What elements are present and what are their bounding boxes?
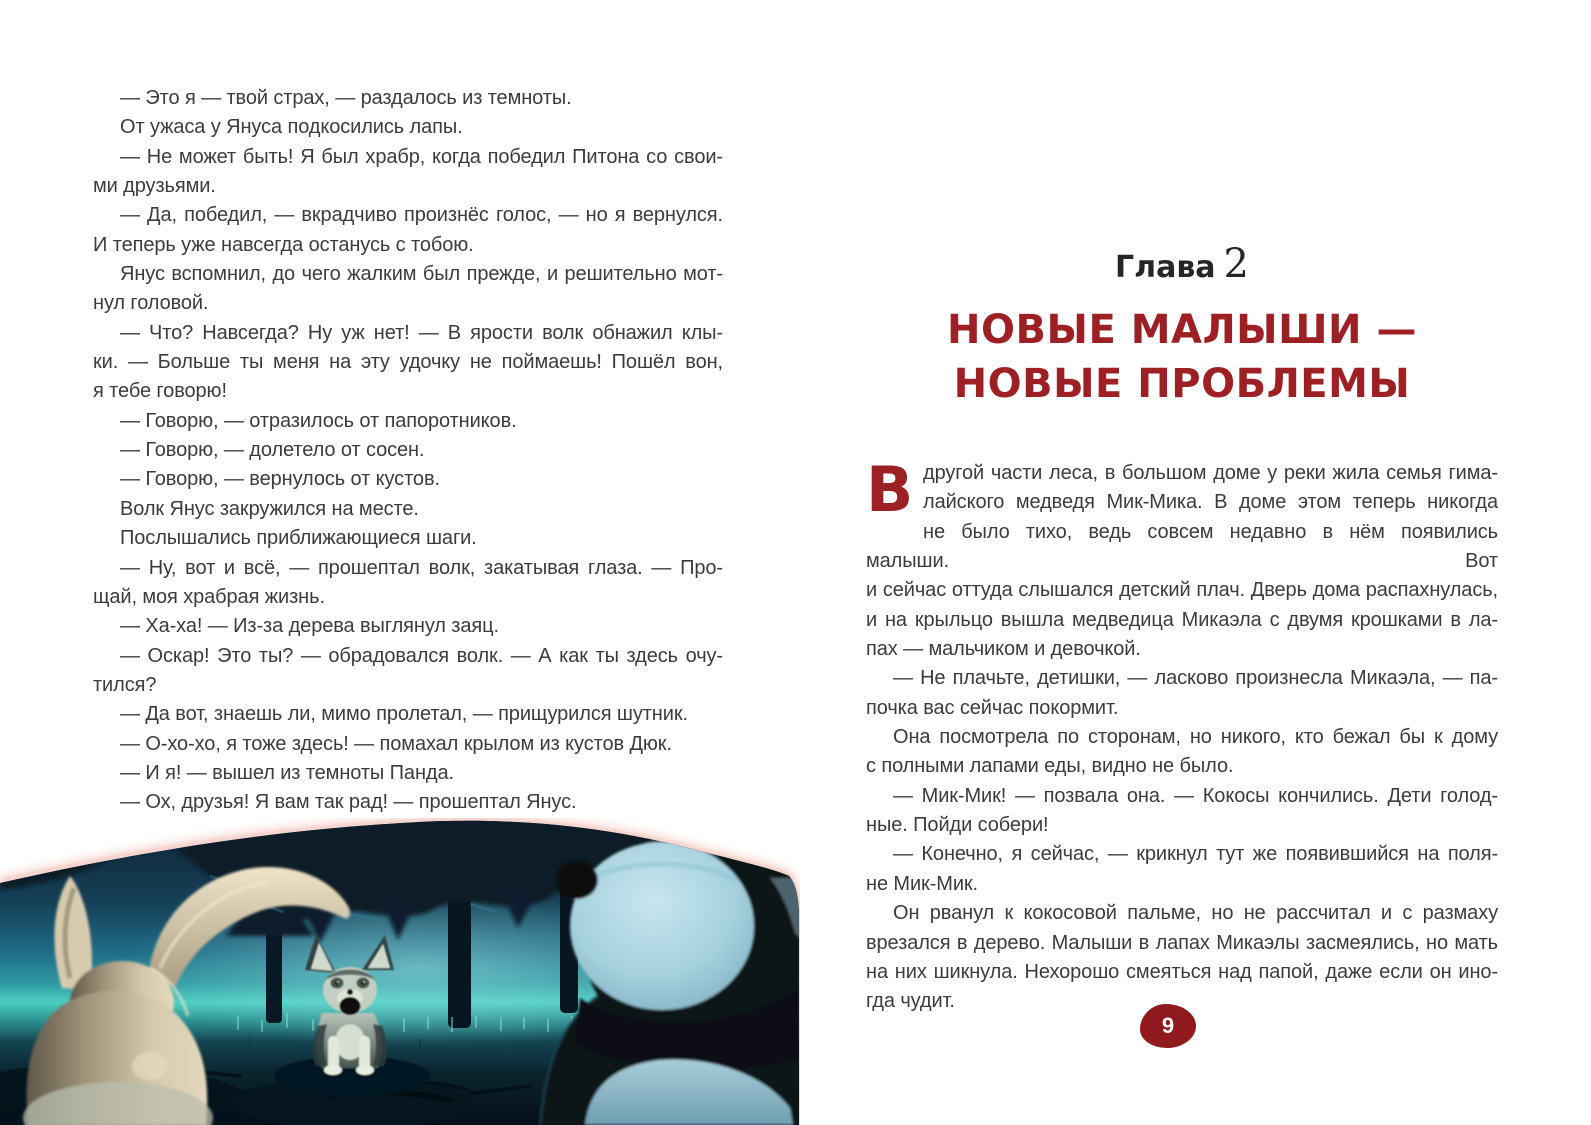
text-line: щай, моя храбрая жизнь. [93,585,325,608]
chapter-title-line-1: НОВЫЕ МАЛЫШИ — [947,307,1417,353]
paragraph [866,782,1498,841]
text-line: ки. — Больше ты меня на эту удочку не поймаешь! Пошёл вон, [93,351,723,374]
text-line: нул головой. [93,292,209,315]
text-line: Послышались приближающиеся шаги. [120,527,477,550]
paragraph [93,495,723,524]
paragraph [866,664,1498,723]
page-number-badge [1140,1004,1196,1048]
text-line: тился? [93,673,157,696]
paragraph [866,723,1498,782]
text-line: — И я! — вышел из темноты Панда. [120,761,454,784]
text-line: Янус вспомнил, до чего жалким был прежде, и решительно мот- [120,263,723,286]
text-line: и сейчас оттуда слышался детский плач. Дверь дома распахнулась, [866,579,1498,602]
paragraph [93,84,723,113]
page-number: 9 [1161,1013,1175,1038]
paragraph [93,730,723,759]
text-line: — Ну, вот и всё, — прошептал волк, закатывая глаза. — Про- [120,556,723,579]
paragraph [93,143,723,202]
paragraph [93,260,723,319]
illustration [0,818,800,1125]
paragraph [93,319,723,407]
text-line: Она посмотрела по сторонам, но никого, кто бежал бы к дому [893,726,1498,749]
text-line: — Конечно, я сейчас, — крикнул тут же появившийся на поля- [893,843,1498,866]
chapter-label: Глава [1114,250,1216,285]
text-line: — Говорю, — долетело от сосен. [120,439,425,462]
text-line: Он рванул к кокосовой пальме, но не рассчитал и с размаху [893,902,1498,925]
text-line: — Не может быть! Я был храбр, когда победил Питона со свои- [120,145,723,168]
left-page-text [93,84,723,818]
text-line: И теперь уже навсегда останусь с тобою. [93,233,474,256]
text-line: — Да вот, знаешь ли, мимо пролетал, — прищурился шутник. [120,703,688,726]
text-line: Волк Янус закружился на месте. [120,497,419,520]
text-line: на них шикнула. Нехорошо смеяться над папой, даже если он ино- [866,960,1498,983]
chapter-heading [866,241,1498,287]
paragraph [866,453,1498,664]
text-line: — Оскар! Это ты? — обрадовался волк. — А как ты здесь очу- [120,644,723,667]
paragraph [93,759,723,788]
paragraph [866,899,1498,1016]
paragraph [93,201,723,260]
text-line: я тебе говорю! [93,380,227,403]
text-line: другой части леса, в большом доме у реки жила семья гима- [923,462,1498,484]
paragraph [93,524,723,553]
text-line: От ужаса у Януса подкосились лапы. [120,116,463,139]
text-line: не было тихо, ведь совсем недавно в нём появились малыши. Вот [866,520,1498,573]
chapter-number: 2 [1223,241,1249,287]
text-line: — Мик-Мик! — позвала она. — Кокосы кончились. Дети голод- [893,784,1498,807]
paragraph [93,436,723,465]
text-line: ные. Пойди собери! [866,814,1049,837]
paragraph [93,612,723,641]
text-line: — Что? Навсегда? Ну уж нет! — В ярости волк обнажил клы- [120,321,723,344]
chapter-title-line-2: НОВЫЕ ПРОБЛЕМЫ [953,361,1411,407]
text-line: гда чудит. [866,990,955,1013]
chapter-title [866,303,1498,411]
paragraph [93,465,723,494]
text-line: — Да, победил, — вкрадчиво произнёс голос, — но я вернулся. [120,204,723,227]
paragraph [93,788,723,817]
paragraph [93,554,723,613]
drop-cap: В [866,453,914,526]
text-line: — О-хо-хо, я тоже здесь! — помахал крылом из кустов Дюк. [120,732,672,755]
paragraph [93,700,723,729]
text-line: — Ох, друзья! Я вам так рад! — прошептал Янус. [120,791,577,814]
right-page-text [866,453,1498,1017]
text-line: не Мик-Мик. [866,872,979,895]
text-line: и на крыльцо вышла медведица Микаэла с двумя крошками в ла- [866,608,1498,631]
text-line: лайского медведя Мик-Мика. В доме этом теперь никогда [923,491,1498,514]
paragraph [93,642,723,701]
text-line: — Говорю, — отразилось от папоротников. [120,409,517,432]
paragraph [866,840,1498,899]
text-line: ми друзьями. [93,175,216,198]
text-line: с полными лапами еды, видно не было. [866,755,1234,778]
text-line: — Говорю, — вернулось от кустов. [120,468,440,491]
text-line: — Не плачьте, детишки, — ласково произнесла Микаэла, — па- [893,667,1498,690]
text-line: — Ха-ха! — Из-за дерева выглянул заяц. [120,615,499,638]
text-line: врезался в дерево. Малыши в лапах Микаэлы засмеялись, но мать [866,931,1498,954]
text-line: — Это я — твой страх, — раздалось из темноты. [120,87,572,109]
text-line: пах — мальчиком и девочкой. [866,638,1141,661]
paragraph [93,407,723,436]
paragraph [93,113,723,142]
text-line: почка вас сейчас покормит. [866,696,1119,719]
